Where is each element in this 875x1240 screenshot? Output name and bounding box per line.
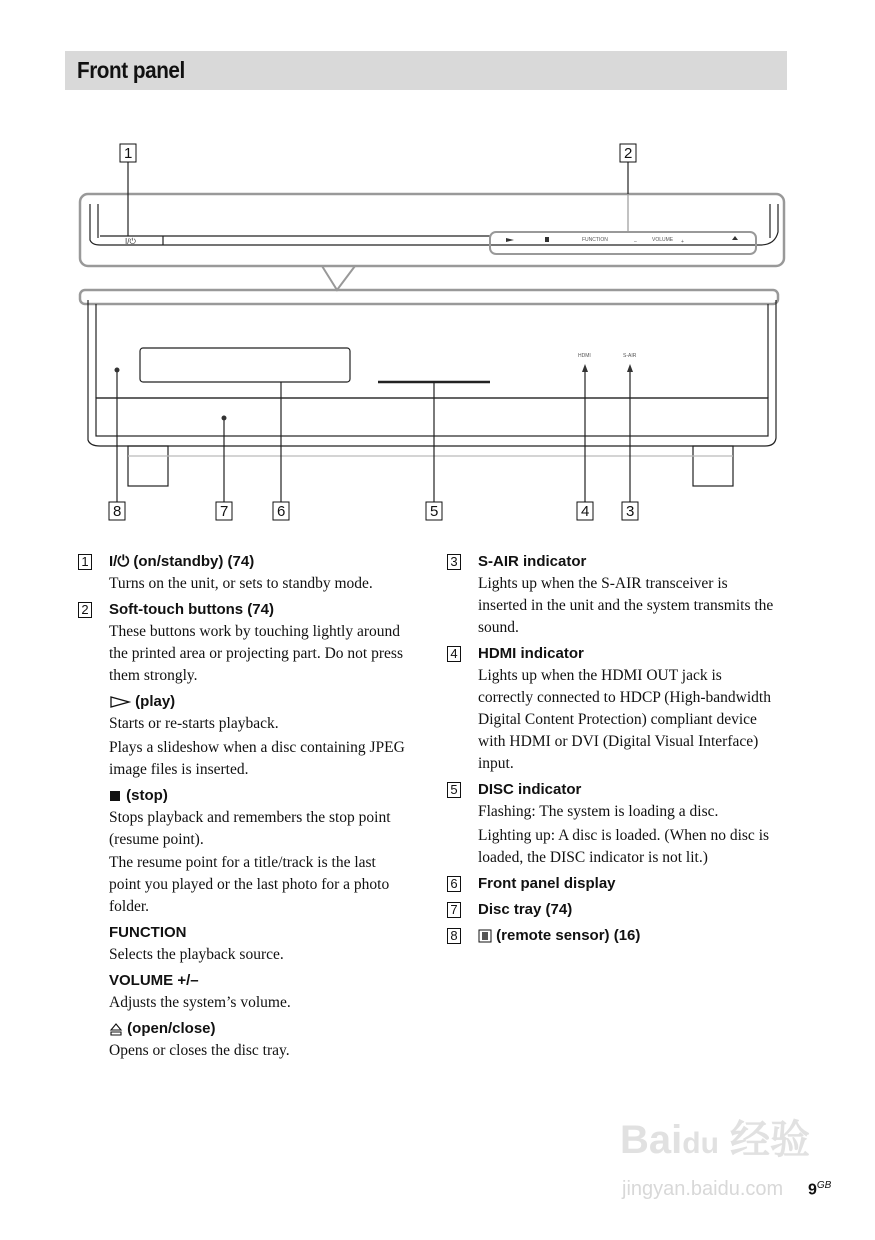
svg-text:4: 4 [581,503,590,520]
callout-7 [216,502,232,520]
sub-body: Opens or closes the disc tray. [109,1042,290,1059]
callout-1 [120,144,136,162]
stop-icon[interactable] [545,237,549,242]
play-icon [109,696,131,708]
item-number: 5 [447,782,461,798]
list-item [447,925,777,947]
page-number-value: 9 [808,1181,817,1199]
callout-6 [273,502,289,520]
callout-5 [426,502,442,520]
item-body: Flashing: The system is loading a disc. [478,803,719,820]
sub-title: (play) [135,693,176,710]
svg-text:3: 3 [626,503,635,520]
play-subheading [109,691,408,713]
item-title: Disc tray (74) [478,901,573,918]
sub-body: Starts or re-starts playback. [109,715,279,732]
item-title: Front panel display [478,875,616,892]
eject-icon[interactable] [732,236,738,240]
sub-body: Adjusts the system’s volume. [109,994,291,1011]
item-title: DISC indicator [478,781,582,798]
svg-text:1: 1 [124,145,133,162]
item-number: 6 [447,876,461,892]
eject-subheading [109,1018,408,1040]
sub-title: VOLUME +/– [109,972,199,989]
eject-icon [109,1023,123,1036]
page-number [808,1180,831,1199]
callout-4 [577,502,593,520]
svg-text:6: 6 [277,503,286,520]
stop-icon [109,790,122,802]
item-body: Lighting up: A disc is loaded. (When no disc is loaded, the DISC indicator is not lit.) [478,827,770,866]
list-item [447,779,777,869]
list-item [447,643,777,775]
item-title: Soft-touch buttons (74) [109,601,274,618]
item-body: Lights up when the HDMI OUT jack is correctly connected to HDCP (High-bandwidth Digital Content Protection) compliant device with HDMI or DVI (Digital Visual Interface) input. [478,667,771,772]
list-item [447,551,777,639]
volume-minus-label: – [634,239,637,245]
page-suffix: GB [816,1180,832,1191]
item-number: 7 [447,902,461,918]
stop-subheading [109,785,408,807]
right-column [447,547,777,947]
item-title: S-AIR indicator [478,553,587,570]
item-number: 1 [78,554,92,570]
page-title: Front panel [77,57,185,83]
callout-8 [109,502,125,520]
sub-title: (open/close) [127,1020,216,1037]
item-body: These buttons work by touching lightly around the printed area or projecting part. Do not press them strongly. [109,623,403,684]
list-item [78,599,408,1062]
watermark-logo: Baidu 经验 [620,1118,811,1162]
svg-text:2: 2 [624,145,633,162]
power-icon[interactable]: I/⏻ [125,237,136,246]
callout-2 [620,144,636,162]
sub-body: Stops playback and remembers the stop point (resume point). [109,809,391,848]
remote-sensor-icon [478,929,492,943]
item-body: Lights up when the S-AIR transceiver is inserted in the unit and the system transmits the sound. [478,575,774,636]
list-item [447,899,777,921]
play-icon[interactable] [506,238,514,242]
item-number: 4 [447,646,461,662]
list-item [78,551,408,595]
item-number: 2 [78,602,92,618]
volume-plus-label: + [681,239,684,245]
item-title: I/⏻ (on/standby) (74) [109,553,255,570]
svg-text:5: 5 [430,503,439,520]
item-title: (remote sensor) (16) [496,927,641,944]
item-number: 8 [447,928,461,944]
volume-label: VOLUME [652,237,674,243]
item-body: Turns on the unit, or sets to standby mode. [109,575,373,592]
svg-text:8: 8 [113,503,122,520]
callout-3 [622,502,638,520]
front-panel-diagram [0,0,875,540]
svg-text:7: 7 [220,503,229,520]
sub-body: Plays a slideshow when a disc containing JPEG image files is inserted. [109,739,405,778]
hdmi-label: HDMI [578,353,591,359]
item-number: 3 [447,554,461,570]
sub-body: The resume point for a title/track is the last point you played or the last photo for a photo folder. [109,854,390,915]
sub-title: (stop) [126,787,168,804]
sub-body: Selects the playback source. [109,946,284,963]
left-column [78,547,408,1062]
list-item [447,873,777,895]
sub-title: FUNCTION [109,924,187,941]
sair-label: S-AIR [623,353,637,359]
function-label: FUNCTION [582,237,608,243]
watermark-url: jingyan.baidu.com [622,1178,784,1200]
item-title: HDMI indicator [478,645,584,662]
